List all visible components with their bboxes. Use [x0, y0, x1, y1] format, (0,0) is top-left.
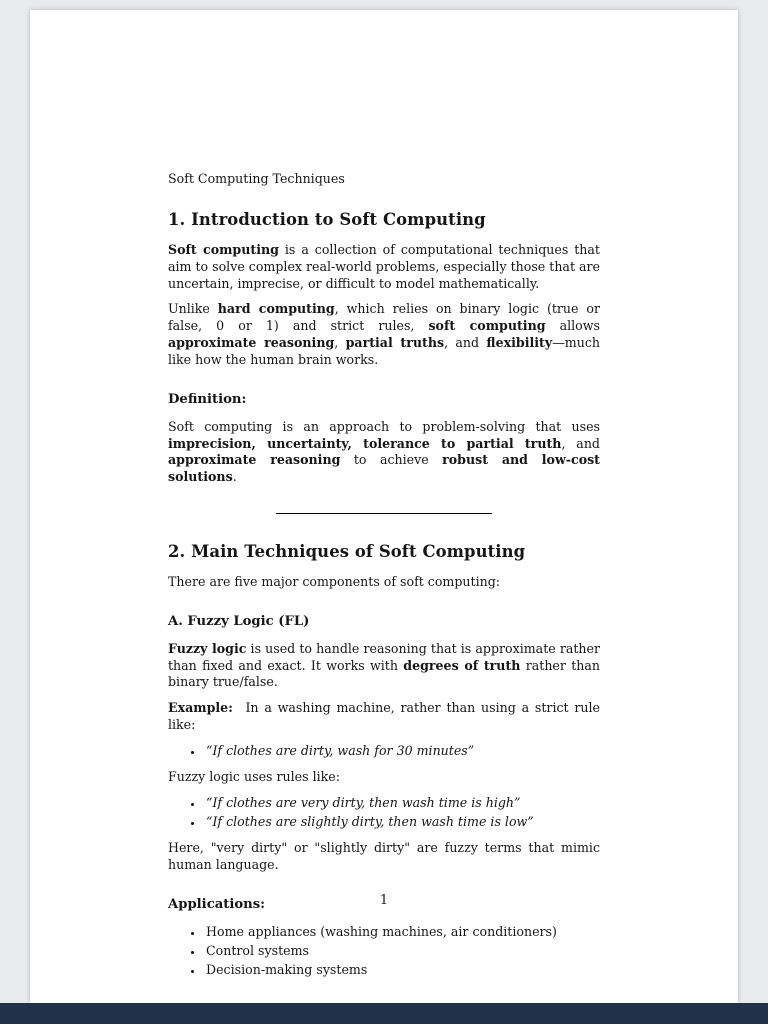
- text-run: In a washing machine, rather than using a strict rule like:: [168, 700, 600, 733]
- subheading: Definition:: [168, 391, 247, 407]
- document-page: [30, 10, 738, 1003]
- bullet-item: [204, 924, 600, 941]
- bullet-item: [204, 743, 600, 760]
- bullet-item: [204, 795, 600, 812]
- text-run: is used to handle reasoning that is approximate rather than fixed and exact. It works with: [168, 640, 600, 673]
- text-run: Here, "very dirty" or "slightly dirty" are fuzzy terms that mimic human language.: [168, 840, 600, 872]
- bold-text: partial truths: [345, 335, 445, 351]
- text-run: ,: [334, 335, 346, 351]
- subheading: Applications:: [168, 896, 266, 912]
- text-run: —much like how the human brain works.: [168, 335, 600, 368]
- bold-text: Soft computing: [168, 241, 279, 257]
- text-run: .: [232, 469, 237, 485]
- paragraph: [168, 301, 600, 369]
- text-run: rather than binary true/false.: [168, 657, 600, 690]
- bold-text: Fuzzy logic: [168, 640, 247, 656]
- bullet-list: [168, 924, 600, 980]
- text-run: Decision-making systems: [206, 962, 368, 978]
- bullet-list: [168, 795, 600, 831]
- bold-text: Example:: [168, 700, 233, 716]
- document-content: [30, 10, 738, 1007]
- text-run: , and: [444, 335, 487, 351]
- bullet-list: [168, 743, 600, 760]
- section-heading: 2. Main Techniques of Soft Computing: [168, 542, 526, 562]
- bold-text: soft computing: [428, 318, 546, 334]
- bold-text: approximate reasoning: [168, 335, 335, 351]
- bullet-item: [204, 962, 600, 979]
- paragraph: [168, 641, 600, 692]
- italic-text: “If clothes are slightly dirty, then wash time is low”: [206, 814, 534, 830]
- italic-text: “If clothes are dirty, wash for 30 minutes”: [206, 743, 475, 759]
- page-number: 1: [379, 892, 388, 907]
- bold-text: approximate reasoning: [168, 452, 341, 468]
- subheading: A. Fuzzy Logic (FL): [168, 614, 310, 630]
- divider: [276, 513, 492, 514]
- paragraph: [168, 242, 600, 293]
- bullet-item: [204, 943, 600, 960]
- text-run: There are five major components of soft computing:: [168, 574, 501, 590]
- bold-text: flexibility: [486, 335, 553, 351]
- text-run: allows: [545, 318, 600, 334]
- text-run: Unlike: [168, 301, 218, 317]
- text-run: to achieve: [340, 452, 443, 468]
- bold-text: hard computing: [217, 301, 335, 317]
- paragraph: [168, 700, 600, 734]
- text-run: , which relies on binary logic (true or false, 0 or 1) and strict rules,: [168, 301, 600, 334]
- text-run: , and: [561, 435, 600, 451]
- paragraph: [168, 419, 600, 487]
- italic-text: “If clothes are very dirty, then wash time is high”: [206, 794, 521, 810]
- text-run: Control systems: [206, 942, 309, 958]
- paragraph: [168, 769, 600, 786]
- bold-text: robust and low-cost solutions: [168, 452, 600, 485]
- paragraph: [168, 574, 600, 591]
- viewer-footer-bar: [0, 1003, 768, 1024]
- bold-text: imprecision, uncertainty, tolerance to partial truth: [168, 435, 562, 451]
- document-title: Soft Computing Techniques: [168, 171, 345, 186]
- bold-text: degrees of truth: [403, 657, 521, 673]
- section-heading: 1. Introduction to Soft Computing: [168, 209, 486, 229]
- text-run: Fuzzy logic uses rules like:: [168, 768, 340, 784]
- paragraph: [168, 840, 600, 874]
- text-run: Soft computing is an approach to problem-solving that uses: [168, 418, 600, 434]
- text-run: Home appliances (washing machines, air conditioners): [206, 923, 557, 939]
- bullet-item: [204, 814, 600, 831]
- text-run: is a collection of computational techniques that aim to solve complex real-world problems, especially those that are uncertain, imprecise, or difficult to model mathematically.: [168, 241, 600, 291]
